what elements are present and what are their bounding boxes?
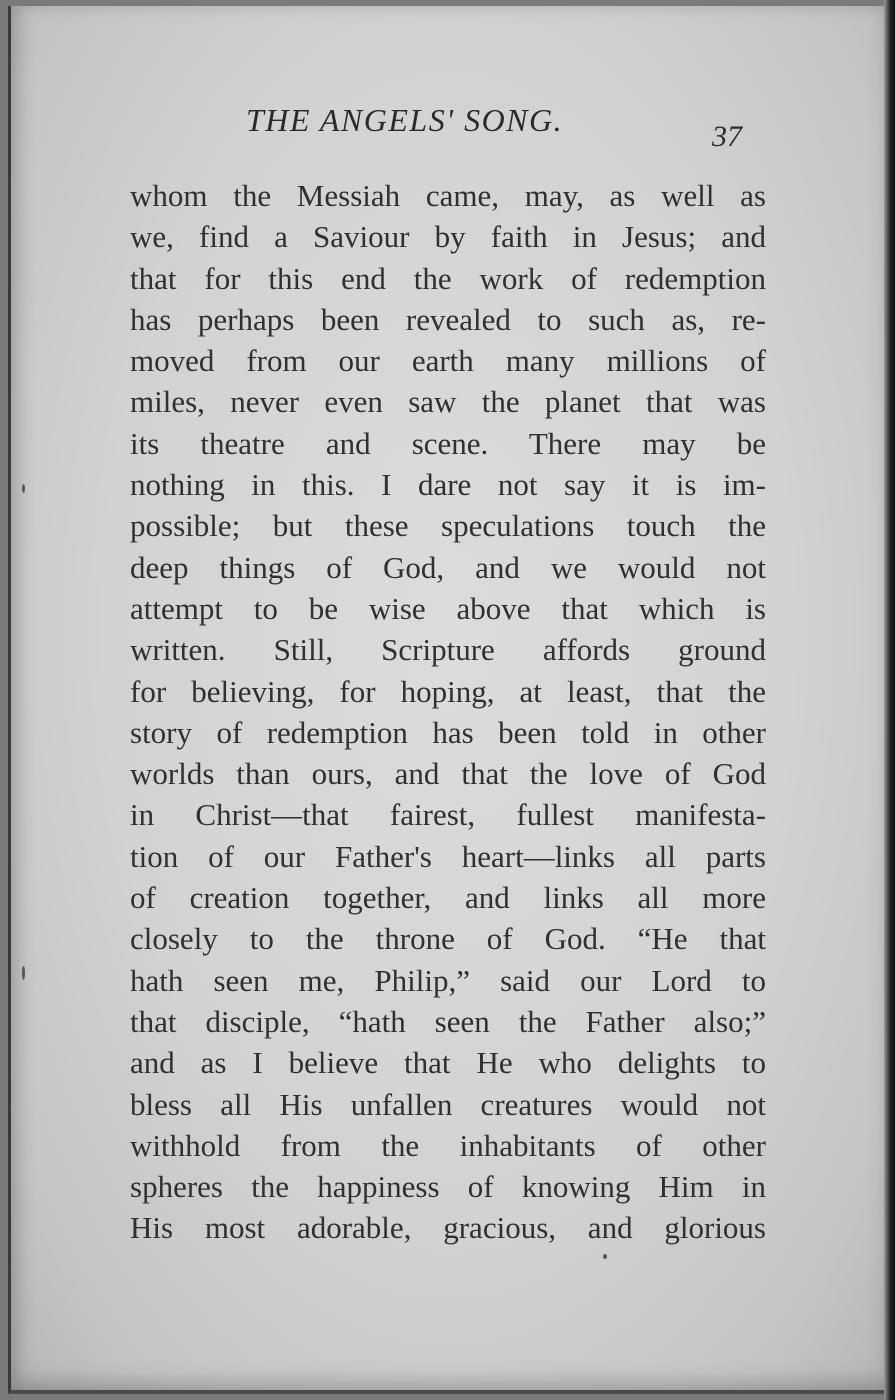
text-line: hath seen me, Philip,” said our Lord to	[130, 962, 766, 998]
text-line: moved from our earth many millions of	[130, 343, 766, 379]
text-line: has perhaps been revealed to such as, re-	[130, 301, 766, 337]
text-line: written. Still, Scripture affords ground	[130, 632, 766, 668]
text-line: for believing, for hoping, at least, that the	[130, 673, 766, 709]
text-line: miles, never even saw the planet that was	[130, 384, 766, 420]
text-line: spheres the happiness of knowing Him in	[130, 1169, 766, 1205]
text-line: whom the Messiah came, may, as well as	[130, 178, 766, 213]
text-line: nothing in this. I dare not say it is im-	[130, 467, 766, 503]
text-line: story of redemption has been told in other	[130, 714, 766, 750]
running-head-title: THE ANGELS' SONG.	[246, 102, 564, 138]
text-line: closely to the throne of God. “He that	[130, 921, 766, 957]
text-line: worlds than ours, and that the love of God	[130, 756, 766, 792]
text-line: that disciple, “hath seen the Father also;”	[130, 1003, 766, 1039]
body-text	[130, 175, 780, 1249]
text-line: of creation together, and links all more	[130, 880, 766, 916]
text-line: deep things of God, and we would not	[130, 549, 766, 585]
text-line: attempt to be wise above that which is	[130, 590, 766, 626]
text-line: tion of our Father's heart—links all parts	[130, 838, 766, 874]
text-line: that for this end the work of redemption	[130, 260, 766, 296]
text-line: in Christ—that fairest, fullest manifesta-	[130, 797, 766, 833]
text-line: His most adorable, gracious, and glorious	[130, 1210, 766, 1246]
page-number: 37	[712, 120, 742, 153]
text-line: withhold from the inhabitants of other	[130, 1127, 766, 1163]
text-line: possible; but these speculations touch the	[130, 508, 766, 544]
text-line: and as I believe that He who delights to	[130, 1045, 766, 1081]
page-edge-shadow	[884, 0, 895, 1400]
text-line: bless all His unfallen creatures would not	[130, 1086, 766, 1122]
text-line: its theatre and scene. There may be	[130, 425, 766, 461]
text-line: we, find a Saviour by faith in Jesus; and	[130, 219, 766, 255]
